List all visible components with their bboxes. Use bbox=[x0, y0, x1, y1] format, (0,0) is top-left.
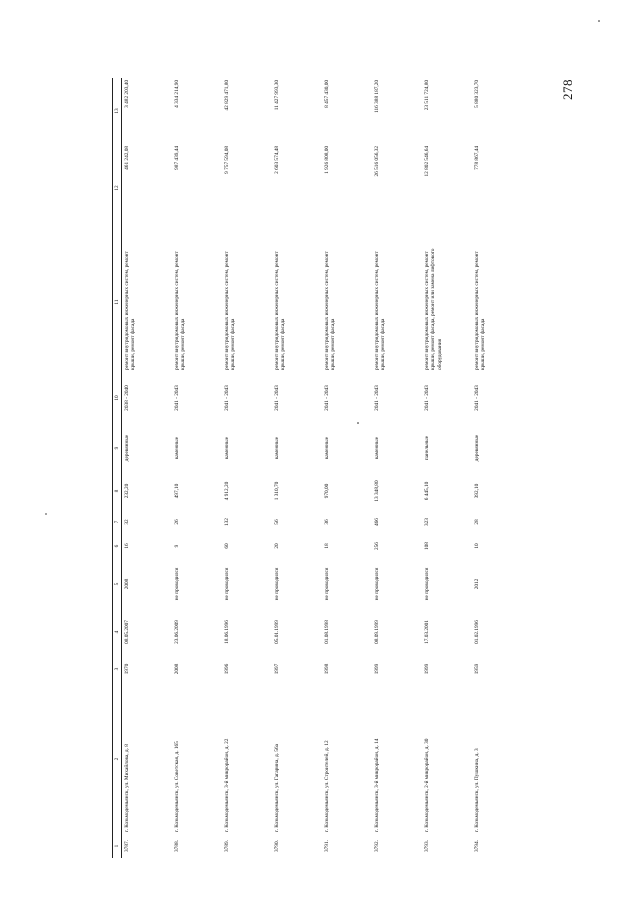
cell-address: г. Козьмодемьянск, ул. Советская, д. 165 bbox=[174, 741, 180, 832]
cell-amount: 461 242,08 bbox=[124, 146, 130, 170]
housing-repair-table bbox=[112, 78, 522, 858]
cell-amount: 4 334 214,90 bbox=[174, 80, 180, 108]
table-row bbox=[422, 78, 472, 858]
cell-amount: 778 867,44 bbox=[474, 146, 480, 170]
cell-repair-works: ремонт внутридомовых инженерных систем, ремонт крыши, ремонт фасада bbox=[224, 251, 237, 370]
cell-area: 4 912,20 bbox=[224, 481, 230, 501]
page-number: 278 bbox=[560, 79, 575, 100]
cell-repair-period: 2041 - 2043 bbox=[274, 385, 280, 411]
column-header: 6 bbox=[113, 534, 122, 558]
column-header: 12 bbox=[113, 144, 122, 232]
cell-wall-material: деревянные bbox=[474, 434, 480, 462]
cell-count: 10 bbox=[474, 543, 480, 549]
cell-address: г. Козьмодемьянск, 3-й микрорайон, д. 22 bbox=[224, 738, 230, 832]
column-header: 10 bbox=[113, 372, 122, 424]
cell-row-number: 3790. bbox=[274, 840, 280, 852]
cell-last-repair: 2008 bbox=[124, 578, 130, 590]
cell-repair-period: 2041 - 2043 bbox=[324, 385, 330, 411]
cell-count: 26 bbox=[174, 519, 180, 525]
cell-area: 392,10 bbox=[474, 483, 480, 499]
cell-amount: 5 880 323,70 bbox=[474, 80, 480, 108]
table-row bbox=[472, 78, 522, 858]
cell-last-repair: не проводился bbox=[174, 567, 180, 601]
cell-date: 18.06.1996 bbox=[224, 620, 230, 644]
cell-repair-works: ремонт внутридомовых инженерных систем, ремонт крыши, ремонт фасада bbox=[474, 251, 487, 370]
cell-address: г. Козьмодемьянск, ул. Михайлова, д. 8 bbox=[124, 744, 130, 832]
table-row bbox=[272, 78, 322, 858]
cell-row-number: 3792. bbox=[374, 840, 380, 852]
cell-amount: 42 829 471,80 bbox=[224, 80, 230, 111]
column-header: 3 bbox=[113, 654, 122, 684]
table-body bbox=[122, 78, 523, 858]
cell-wall-material: каменные bbox=[224, 436, 230, 460]
cell-year-built: 1996 bbox=[224, 663, 230, 675]
cell-repair-works: ремонт внутридомовых инженерных систем, ремонт крыши, ремонт фасада, ремонт или замена лифтового оборудования bbox=[424, 248, 443, 370]
cell-count: 20 bbox=[274, 543, 280, 549]
cell-count: 18 bbox=[324, 543, 330, 549]
table-row bbox=[372, 78, 422, 858]
cell-amount: 26 516 056,32 bbox=[374, 146, 380, 177]
cell-date: 01.08.1998 bbox=[324, 620, 330, 644]
column-header: 8 bbox=[113, 472, 122, 510]
cell-count: 28 bbox=[474, 519, 480, 525]
cell-address: г. Козьмодемьянск, ул. Строителей, д. 12 bbox=[324, 740, 330, 832]
header-row bbox=[113, 78, 122, 858]
cell-row-number: 3788. bbox=[174, 840, 180, 852]
cell-amount: 2 603 574,48 bbox=[274, 146, 280, 174]
cell-amount: 9 757 594,08 bbox=[224, 146, 230, 174]
cell-count: 32 bbox=[124, 519, 130, 525]
cell-repair-period: 2041 - 2043 bbox=[174, 385, 180, 411]
cell-date: 17.03.2001 bbox=[424, 620, 430, 644]
cell-count: 323 bbox=[424, 518, 430, 526]
cell-count: 60 bbox=[224, 543, 230, 549]
cell-count: 108 bbox=[424, 542, 430, 550]
cell-repair-period: 2041 - 2043 bbox=[374, 385, 380, 411]
column-header: 9 bbox=[113, 424, 122, 472]
cell-count: 256 bbox=[374, 542, 380, 550]
cell-repair-works: ремонт внутридомовых инженерных систем, ремонт крыши, ремонт фасада bbox=[324, 251, 337, 370]
cell-year-built: 1997 bbox=[274, 663, 280, 675]
cell-date: 01.02.1996 bbox=[474, 620, 480, 644]
cell-amount: 23 511 724,80 bbox=[424, 80, 430, 111]
cell-address: г. Козьмодемьянск, 3-й микрорайон, д. 14 bbox=[374, 738, 380, 832]
column-header: 7 bbox=[113, 510, 122, 534]
cell-area: 497,10 bbox=[174, 483, 180, 499]
cell-row-number: 3787. bbox=[124, 840, 130, 852]
cell-count: 466 bbox=[374, 518, 380, 526]
cell-year-built: 2008 bbox=[174, 663, 180, 675]
cell-date: 08.09.1999 bbox=[374, 620, 380, 644]
cell-repair-period: 2041 - 2043 bbox=[474, 385, 480, 411]
scan-speck bbox=[598, 20, 600, 22]
cell-address: г. Козьмодемьянск, ул. Гагарина, д. 56а bbox=[274, 744, 280, 832]
cell-count: 132 bbox=[224, 518, 230, 526]
table-row bbox=[172, 78, 222, 858]
cell-amount: 1 926 808,00 bbox=[324, 146, 330, 174]
cell-count: 36 bbox=[324, 519, 330, 525]
rotated-table-wrapper bbox=[112, 78, 536, 858]
cell-wall-material: каменные bbox=[174, 436, 180, 460]
scan-speck bbox=[357, 422, 359, 424]
cell-year-built: 1999 bbox=[374, 663, 380, 675]
cell-wall-material: панельные bbox=[424, 435, 430, 461]
cell-amount: 3 482 203,40 bbox=[124, 80, 130, 108]
cell-address: г. Козьмодемьянск, 2-й микрорайон, д. 30 bbox=[424, 738, 430, 832]
cell-amount: 12 802 546,64 bbox=[424, 146, 430, 177]
cell-wall-material: каменные bbox=[324, 436, 330, 460]
cell-area: 13 348,80 bbox=[374, 480, 380, 502]
column-header: 13 bbox=[113, 78, 122, 144]
table-row bbox=[222, 78, 272, 858]
cell-last-repair: не проводился bbox=[224, 567, 230, 601]
cell-count: 56 bbox=[274, 519, 280, 525]
table-row bbox=[122, 78, 173, 858]
cell-amount: 987 439,44 bbox=[174, 146, 180, 170]
column-header: 11 bbox=[113, 232, 122, 372]
cell-row-number: 3794. bbox=[474, 840, 480, 852]
cell-repair-works: ремонт внутридомовых инженерных систем, ремонт крыши, ремонт фасада bbox=[124, 251, 137, 370]
cell-area: 970,00 bbox=[324, 483, 330, 499]
cell-last-repair: не проводился bbox=[324, 567, 330, 601]
cell-year-built: 1999 bbox=[424, 663, 430, 675]
cell-amount: 8 457 430,00 bbox=[324, 80, 330, 108]
cell-date: 23.06.2009 bbox=[174, 620, 180, 644]
cell-count: 9 bbox=[174, 544, 180, 548]
cell-row-number: 3791. bbox=[324, 840, 330, 852]
cell-last-repair: не проводился bbox=[274, 567, 280, 601]
cell-row-number: 3793. bbox=[424, 840, 430, 852]
cell-count: 16 bbox=[124, 543, 130, 549]
table-row bbox=[322, 78, 372, 858]
cell-last-repair: не проводился bbox=[424, 567, 430, 601]
cell-row-number: 3789. bbox=[224, 840, 230, 852]
column-header: 1 bbox=[113, 834, 122, 858]
cell-wall-material: деревянные bbox=[124, 434, 130, 462]
column-header: 5 bbox=[113, 558, 122, 610]
cell-amount: 11 427 993,30 bbox=[274, 80, 280, 111]
cell-year-built: 1998 bbox=[324, 663, 330, 675]
cell-area: 1 310,70 bbox=[274, 481, 280, 501]
cell-area: 6 445,10 bbox=[424, 481, 430, 501]
cell-amount: 116 388 187,20 bbox=[374, 80, 380, 113]
cell-repair-works: ремонт внутридомовых инженерных систем, ремонт крыши, ремонт фасада bbox=[174, 251, 187, 370]
cell-repair-period: 2041 - 2043 bbox=[224, 385, 230, 411]
cell-repair-period: 2041 - 2043 bbox=[424, 385, 430, 411]
cell-year-built: 1970 bbox=[124, 663, 130, 675]
cell-wall-material: каменные bbox=[374, 436, 380, 460]
cell-date: 08.05.2007 bbox=[124, 620, 130, 644]
cell-date: 05.01.1999 bbox=[274, 620, 280, 644]
cell-address: г. Козьмодемьянск, ул. Пушкина, д. 3 bbox=[474, 748, 480, 832]
cell-repair-works: ремонт внутридомовых инженерных систем, ремонт крыши, ремонт фасада bbox=[274, 251, 287, 370]
column-header: 2 bbox=[113, 684, 122, 834]
cell-repair-period: 2038 - 2040 bbox=[124, 385, 130, 411]
cell-area: 232,20 bbox=[124, 483, 130, 499]
column-header: 4 bbox=[113, 610, 122, 654]
cell-last-repair: 2012 bbox=[474, 578, 480, 590]
cell-wall-material: каменные bbox=[274, 436, 280, 460]
cell-last-repair: не проводился bbox=[374, 567, 380, 601]
cell-year-built: 1959 bbox=[474, 663, 480, 675]
scan-speck bbox=[45, 513, 47, 515]
cell-repair-works: ремонт внутридомовых инженерных систем, ремонт крыши, ремонт фасада bbox=[374, 251, 387, 370]
